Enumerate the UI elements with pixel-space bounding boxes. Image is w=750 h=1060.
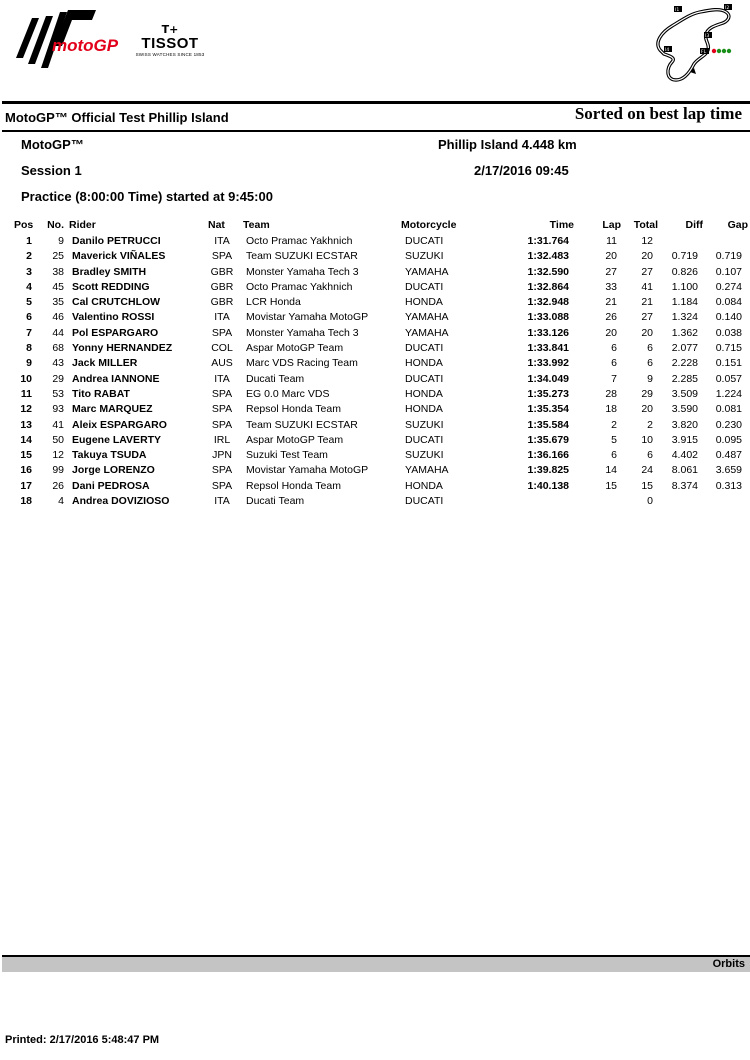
- row-motorcycle: HONDA: [405, 403, 443, 416]
- row-best-time: 1:40.138: [527, 479, 569, 492]
- row-pos: 9: [26, 357, 32, 370]
- tissot-logo: [132, 24, 208, 60]
- column-header-rider: Rider: [69, 219, 96, 231]
- results-table-header: [0, 218, 750, 232]
- row-total-laps: 2: [647, 418, 653, 431]
- row-nationality: IRL: [213, 433, 231, 446]
- row-best-time: 1:32.864: [527, 280, 569, 293]
- row-team: Repsol Honda Team: [246, 403, 341, 416]
- row-diff: 1.100: [671, 280, 698, 293]
- row-pos: 2: [26, 250, 32, 263]
- row-motorcycle: HONDA: [405, 357, 443, 370]
- row-total-laps: 15: [641, 479, 653, 492]
- row-total-laps: 6: [647, 357, 653, 370]
- column-header-nat: Nat: [208, 219, 225, 231]
- row-best-lap: 20: [605, 326, 617, 339]
- sort-note: Sorted on best lap time: [574, 104, 742, 123]
- row-number: 46: [52, 311, 64, 324]
- row-best-lap: 2: [611, 418, 617, 431]
- row-gap: 0.274: [715, 280, 742, 293]
- row-diff: 1.184: [671, 296, 698, 309]
- row-team: Movistar Yamaha MotoGP: [246, 464, 369, 477]
- row-best-time: 1:35.273: [527, 387, 569, 400]
- row-nationality: SPA: [211, 403, 233, 416]
- sector-label-i2: I2: [725, 6, 730, 11]
- row-pos: 3: [26, 265, 32, 278]
- row-number: 50: [52, 433, 64, 446]
- circuit-info: Phillip Island 4.448 km: [438, 137, 577, 152]
- row-nationality: JPN: [212, 449, 232, 462]
- row-rider: Eugene LAVERTY: [72, 433, 162, 446]
- row-gap: 0.487: [715, 449, 742, 462]
- row-nationality: SPA: [211, 418, 233, 431]
- footer-brand: Orbits: [712, 958, 745, 970]
- row-team: Marc VDS Racing Team: [246, 357, 358, 370]
- row-best-lap: 7: [611, 372, 617, 385]
- table-row: [0, 356, 750, 371]
- row-motorcycle: HONDA: [405, 296, 443, 309]
- column-header-total: Total: [633, 219, 658, 231]
- row-best-time: 1:35.584: [527, 418, 569, 431]
- results-table: [0, 234, 750, 509]
- row-number: 41: [52, 418, 64, 431]
- row-best-time: 1:35.354: [527, 403, 569, 416]
- sector-label-i4: I4: [665, 48, 670, 53]
- row-team: Aspar MotoGP Team: [246, 342, 344, 355]
- tissot-mark: T+: [161, 23, 179, 36]
- row-pos: 14: [20, 433, 32, 446]
- row-diff: 3.590: [671, 403, 698, 416]
- row-number: 44: [52, 326, 64, 339]
- footer-bar: [2, 955, 750, 972]
- row-rider: Valentino ROSSI: [72, 311, 155, 324]
- practice-info: Practice (8:00:00 Time) started at 9:45:00: [21, 189, 273, 204]
- row-total-laps: 6: [647, 342, 653, 355]
- row-diff: 1.324: [671, 311, 698, 324]
- row-pos: 7: [26, 326, 32, 339]
- row-diff: 0.826: [671, 265, 698, 278]
- row-team: Octo Pramac Yakhnich: [246, 280, 353, 293]
- row-nationality: SPA: [211, 250, 233, 263]
- row-pos: 11: [20, 387, 32, 400]
- table-row: [0, 295, 750, 310]
- row-gap: 0.719: [715, 250, 742, 263]
- row-team: Ducati Team: [246, 372, 305, 385]
- row-diff: 3.509: [671, 387, 698, 400]
- row-motorcycle: DUCATI: [405, 235, 444, 247]
- table-row: [0, 448, 750, 463]
- row-best-time: 1:33.992: [527, 357, 569, 370]
- row-number: 9: [58, 235, 64, 247]
- row-gap: 0.230: [715, 418, 742, 431]
- row-diff: 4.402: [671, 449, 698, 462]
- row-total-laps: 21: [641, 296, 653, 309]
- row-total-laps: 27: [641, 265, 653, 278]
- row-best-time: 1:32.590: [527, 265, 569, 278]
- row-diff: 0.719: [671, 250, 698, 263]
- row-rider: Yonny HERNANDEZ: [72, 342, 173, 355]
- table-row: [0, 249, 750, 264]
- row-diff: 2.228: [671, 357, 698, 370]
- row-gap: 0.107: [715, 265, 742, 278]
- row-team: Monster Yamaha Tech 3: [246, 265, 359, 278]
- row-best-lap: 20: [605, 250, 617, 263]
- row-number: 26: [52, 479, 64, 492]
- row-pos: 18: [20, 495, 32, 508]
- table-row: [0, 433, 750, 448]
- row-number: 12: [52, 449, 64, 462]
- row-team: Ducati Team: [246, 495, 305, 508]
- row-rider: Aleix ESPARGARO: [72, 418, 167, 431]
- row-motorcycle: DUCATI: [405, 495, 444, 508]
- row-best-lap: 21: [605, 296, 617, 309]
- row-gap: 0.151: [715, 357, 742, 370]
- row-nationality: ITA: [214, 311, 230, 324]
- row-number: 99: [52, 464, 64, 477]
- row-gap: 0.313: [715, 479, 742, 492]
- row-number: 43: [52, 357, 64, 370]
- row-team: Suzuki Test Team: [246, 449, 328, 462]
- row-best-time: 1:33.841: [527, 342, 569, 355]
- row-best-time: 1:31.764: [527, 235, 569, 247]
- row-team: Movistar Yamaha MotoGP: [246, 311, 369, 324]
- row-gap: 0.038: [715, 326, 742, 339]
- row-best-lap: 28: [605, 387, 617, 400]
- motogp-logo: [6, 6, 122, 70]
- row-number: 29: [52, 372, 64, 385]
- column-header-motorcycle: Motorcycle: [401, 219, 457, 231]
- row-team: Aspar MotoGP Team: [246, 433, 344, 446]
- row-pos: 15: [20, 449, 32, 462]
- row-diff: 8.061: [671, 464, 698, 477]
- row-nationality: ITA: [214, 235, 230, 247]
- table-row: [0, 479, 750, 494]
- row-best-lap: 6: [611, 342, 617, 355]
- row-number: 38: [52, 265, 64, 278]
- column-header-diff: Diff: [685, 219, 703, 231]
- row-best-time: 1:33.126: [527, 326, 569, 339]
- row-total-laps: 27: [641, 311, 653, 324]
- sector-label-i3: I3: [705, 34, 710, 39]
- row-pos: 10: [20, 372, 32, 385]
- track-map: [648, 2, 748, 86]
- row-nationality: SPA: [211, 326, 233, 339]
- row-motorcycle: HONDA: [405, 387, 443, 400]
- row-motorcycle: SUZUKI: [405, 250, 444, 263]
- row-team: Repsol Honda Team: [246, 479, 341, 492]
- row-nationality: COL: [211, 342, 233, 355]
- row-nationality: ITA: [214, 372, 230, 385]
- row-team: Team SUZUKI ECSTAR: [246, 250, 358, 263]
- row-rider: Takuya TSUDA: [72, 449, 147, 462]
- row-rider: Andrea DOVIZIOSO: [72, 495, 170, 508]
- row-number: 35: [52, 296, 64, 309]
- row-team: LCR Honda: [246, 296, 301, 309]
- row-gap: 0.715: [715, 342, 742, 355]
- row-gap: 0.084: [715, 296, 742, 309]
- column-header-time: Time: [549, 219, 574, 231]
- row-team: Octo Pramac Yakhnich: [246, 235, 353, 247]
- table-row: [0, 494, 750, 509]
- row-motorcycle: YAMAHA: [405, 311, 449, 324]
- row-best-lap: 6: [611, 449, 617, 462]
- row-nationality: AUS: [211, 357, 233, 370]
- row-rider: Pol ESPARGARO: [72, 326, 159, 339]
- row-nationality: ITA: [214, 495, 230, 508]
- table-row: [0, 326, 750, 341]
- row-best-time: 1:32.948: [527, 296, 569, 309]
- row-best-time: 1:35.679: [527, 433, 569, 446]
- table-row: [0, 372, 750, 387]
- row-total-laps: 24: [641, 464, 653, 477]
- row-rider: Danilo PETRUCCI: [72, 235, 161, 247]
- tissot-tagline: SWISS WATCHES SINCE 1853: [135, 52, 205, 57]
- row-diff: 8.374: [671, 479, 698, 492]
- table-row: [0, 234, 750, 249]
- row-motorcycle: DUCATI: [405, 433, 444, 446]
- row-rider: Maverick VIÑALES: [72, 250, 166, 263]
- row-best-lap: 11: [606, 235, 617, 247]
- row-total-laps: 41: [641, 280, 653, 293]
- column-header-team: Team: [243, 219, 270, 231]
- row-nationality: GBR: [210, 296, 234, 309]
- row-motorcycle: SUZUKI: [405, 449, 444, 462]
- row-best-time: 1:39.825: [527, 464, 569, 477]
- row-nationality: GBR: [210, 280, 234, 293]
- row-total-laps: 9: [647, 372, 653, 385]
- row-best-lap: 26: [605, 311, 617, 324]
- row-rider: Bradley SMITH: [72, 265, 147, 278]
- table-row: [0, 280, 750, 295]
- motogp-wordmark: motoGP: [52, 36, 119, 55]
- row-gap: 0.081: [715, 403, 742, 416]
- row-best-lap: 14: [605, 464, 617, 477]
- table-row: [0, 265, 750, 280]
- table-row: [0, 310, 750, 325]
- printed-timestamp: Printed: 2/17/2016 5:48:47 PM: [5, 1034, 160, 1046]
- row-team: Monster Yamaha Tech 3: [246, 326, 359, 339]
- row-rider: Dani PEDROSA: [72, 479, 150, 492]
- table-row: [0, 341, 750, 356]
- session-datetime: 2/17/2016 09:45: [474, 163, 569, 178]
- row-motorcycle: HONDA: [405, 479, 443, 492]
- row-best-time: 1:36.166: [527, 449, 569, 462]
- table-row: [0, 418, 750, 433]
- row-gap: 0.140: [715, 311, 742, 324]
- row-pos: 1: [26, 235, 32, 247]
- row-rider: Tito RABAT: [72, 387, 130, 400]
- row-team: EG 0.0 Marc VDS: [246, 387, 330, 400]
- row-nationality: SPA: [211, 464, 233, 477]
- row-rider: Cal CRUTCHLOW: [72, 296, 161, 309]
- row-nationality: SPA: [211, 479, 233, 492]
- row-gap: 3.659: [715, 464, 742, 477]
- row-motorcycle: SUZUKI: [405, 418, 444, 431]
- row-total-laps: 29: [641, 387, 653, 400]
- row-nationality: SPA: [211, 387, 233, 400]
- row-best-lap: 33: [605, 280, 617, 293]
- tissot-wordmark: TISSOT: [141, 35, 199, 52]
- session-label: Session 1: [21, 163, 82, 178]
- row-motorcycle: YAMAHA: [405, 326, 449, 339]
- row-total-laps: 10: [641, 433, 653, 446]
- row-number: 93: [52, 403, 64, 416]
- row-best-time: 1:34.049: [527, 372, 569, 385]
- row-rider: Scott REDDING: [72, 280, 150, 293]
- row-number: 4: [58, 495, 64, 508]
- row-best-lap: 27: [605, 265, 617, 278]
- row-motorcycle: YAMAHA: [405, 464, 449, 477]
- row-rider: Marc MARQUEZ: [72, 403, 153, 416]
- row-pos: 6: [26, 311, 32, 324]
- row-pos: 8: [26, 342, 32, 355]
- row-motorcycle: DUCATI: [405, 372, 444, 385]
- row-total-laps: 6: [647, 449, 653, 462]
- row-total-laps: 20: [641, 326, 653, 339]
- row-nationality: GBR: [210, 265, 234, 278]
- row-number: 25: [52, 250, 64, 263]
- row-best-time: 1:33.088: [527, 311, 569, 324]
- row-total-laps: 20: [641, 403, 653, 416]
- row-rider: Jack MILLER: [72, 357, 138, 370]
- row-motorcycle: DUCATI: [405, 342, 444, 355]
- row-rider: Jorge LORENZO: [72, 464, 155, 477]
- table-row: [0, 387, 750, 402]
- row-pos: 13: [20, 418, 32, 431]
- row-best-time: 1:32.483: [527, 250, 569, 263]
- event-title: MotoGP™ Official Test Phillip Island: [5, 110, 229, 125]
- row-diff: 1.362: [671, 326, 698, 339]
- row-best-lap: 15: [605, 479, 617, 492]
- row-diff: 2.077: [671, 342, 698, 355]
- row-motorcycle: DUCATI: [405, 280, 444, 293]
- row-pos: 16: [20, 464, 32, 477]
- row-diff: 3.820: [671, 418, 698, 431]
- row-diff: 2.285: [671, 372, 698, 385]
- row-pos: 4: [26, 280, 32, 293]
- row-total-laps: 20: [641, 250, 653, 263]
- row-best-lap: 6: [611, 357, 617, 370]
- row-gap: 1.224: [715, 387, 742, 400]
- table-row: [0, 402, 750, 417]
- row-pos: 12: [20, 403, 32, 416]
- row-gap: 0.095: [715, 433, 742, 446]
- row-diff: 3.915: [671, 433, 698, 446]
- row-number: 45: [52, 280, 64, 293]
- row-rider: Andrea IANNONE: [72, 372, 160, 385]
- sector-label-i1: I1: [675, 8, 680, 13]
- table-row: [0, 463, 750, 478]
- row-pos: 17: [20, 479, 32, 492]
- row-total-laps: 0: [647, 495, 653, 508]
- column-header-lap: Lap: [602, 219, 621, 231]
- header-rule-bottom: [2, 130, 750, 132]
- row-number: 68: [52, 342, 64, 355]
- row-number: 53: [52, 387, 64, 400]
- row-total-laps: 12: [641, 235, 653, 247]
- sector-label-fl: FL: [701, 50, 707, 55]
- column-header-no: No.: [47, 219, 64, 231]
- row-gap: 0.057: [715, 372, 742, 385]
- class-name: MotoGP™: [21, 137, 84, 152]
- row-best-lap: 5: [611, 433, 617, 446]
- column-header-pos: Pos: [14, 219, 34, 231]
- row-best-lap: 18: [605, 403, 617, 416]
- row-motorcycle: YAMAHA: [405, 265, 449, 278]
- row-pos: 5: [26, 296, 32, 309]
- column-header-gap: Gap: [727, 219, 748, 231]
- row-team: Team SUZUKI ECSTAR: [246, 418, 358, 431]
